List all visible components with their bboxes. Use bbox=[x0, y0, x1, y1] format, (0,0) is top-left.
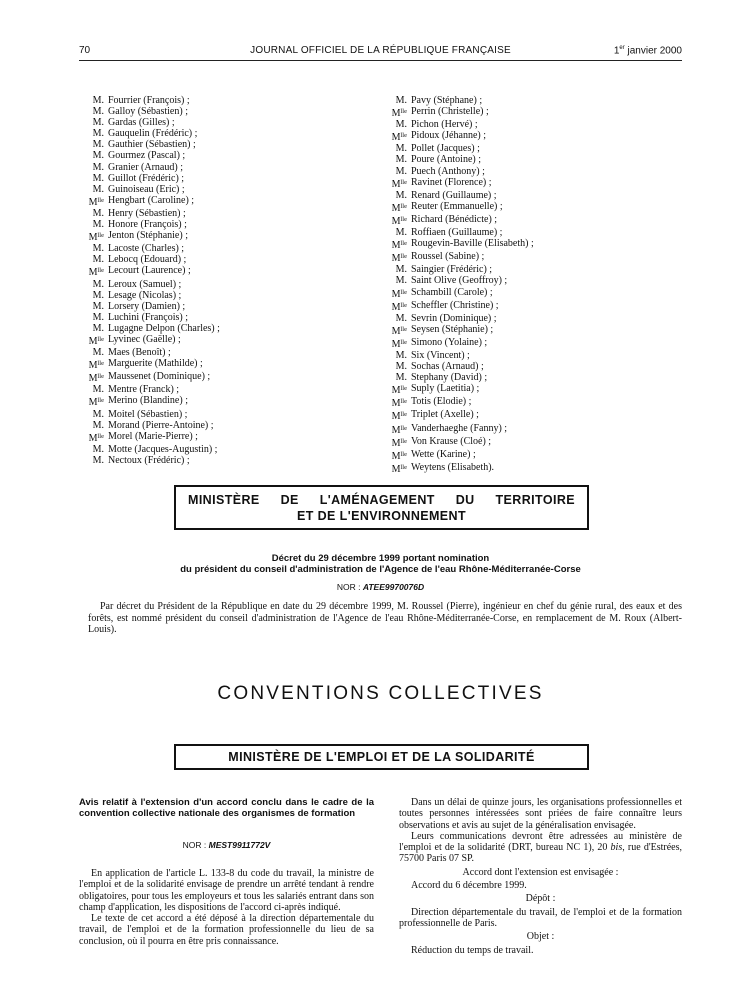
title-abbrev: M. bbox=[92, 128, 104, 140]
title-abbrev: M. bbox=[92, 219, 104, 231]
title-abbrev: M. bbox=[92, 172, 104, 184]
title-abbrev: M. bbox=[395, 227, 407, 239]
appointee-entry bbox=[383, 227, 534, 238]
appointee-name: Pavy (Stéphane) ; bbox=[411, 95, 483, 106]
appointee-name: Reuter (Emmanuelle) ; bbox=[411, 200, 503, 212]
appointee-entry bbox=[80, 279, 220, 290]
title-abbrev: M. bbox=[92, 278, 104, 290]
appointee-entry bbox=[80, 173, 220, 184]
title-abbrev: M. bbox=[92, 183, 104, 195]
header-rule bbox=[79, 60, 682, 61]
appointee-entry bbox=[383, 423, 534, 436]
title-abbrev: $M^{lle}$ bbox=[391, 437, 407, 449]
appointee-entry bbox=[383, 214, 534, 227]
appointee-entry bbox=[80, 208, 220, 219]
title-abbrev: $M^{lle}$ bbox=[88, 432, 104, 444]
title-abbrev: M. bbox=[92, 408, 104, 420]
appointee-name: Totis (Elodie) ; bbox=[411, 396, 472, 408]
appointee-name: Saint Olive (Geoffroy) ; bbox=[411, 275, 508, 287]
title-abbrev: M. bbox=[395, 165, 407, 177]
title-abbrev: $M^{lle}$ bbox=[391, 325, 407, 337]
title-abbrev: M. bbox=[395, 143, 407, 155]
appointee-entry bbox=[383, 238, 534, 251]
appointee-name: Vanderhaeghe (Fanny) ; bbox=[411, 422, 508, 434]
appointee-name: Gauthier (Sébastien) ; bbox=[108, 139, 196, 151]
appointee-entry bbox=[383, 449, 534, 462]
title-abbrev: M. bbox=[92, 106, 104, 118]
decree-title bbox=[79, 553, 682, 575]
appointee-name: Schambill (Carole) ; bbox=[411, 286, 493, 298]
title-abbrev: $M^{lle}$ bbox=[88, 373, 104, 385]
title-abbrev: M. bbox=[92, 117, 104, 129]
appointee-name: Triplet (Axelle) ; bbox=[411, 409, 479, 421]
ministry-heading-line1 bbox=[176, 492, 587, 508]
appointee-name: Renard (Guillaume) ; bbox=[411, 189, 497, 201]
appointee-name: Lecourt (Laurence) ; bbox=[108, 265, 191, 277]
title-abbrev: M. bbox=[92, 95, 104, 106]
appointee-name: Richard (Bénédicte) ; bbox=[411, 213, 498, 225]
appointee-entry bbox=[80, 323, 220, 334]
appointee-entry bbox=[383, 337, 534, 350]
appointee-list-left bbox=[80, 95, 220, 466]
title-abbrev: M. bbox=[92, 150, 104, 162]
appointee-entry bbox=[80, 230, 220, 243]
issue-date: 1er janvier 2000 bbox=[613, 45, 682, 57]
objet-value: Réduction du temps de travail. bbox=[411, 944, 534, 956]
appointee-name: Gourmez (Pascal) ; bbox=[108, 150, 186, 162]
appointee-name: Seysen (Stéphanie) ; bbox=[411, 323, 494, 335]
title-abbrev: $M^{lle}$ bbox=[391, 450, 407, 462]
appointee-entry bbox=[80, 347, 220, 358]
appointee-entry bbox=[383, 287, 534, 300]
depot-heading: Dépôt : bbox=[525, 893, 556, 905]
appointee-entry bbox=[383, 177, 534, 190]
title-abbrev: $M^{lle}$ bbox=[88, 196, 104, 208]
appointee-entry bbox=[80, 243, 220, 254]
appointee-entry bbox=[383, 95, 534, 106]
appointee-name: Morel (Marie-Pierre) ; bbox=[108, 430, 198, 442]
title-abbrev: M. bbox=[92, 347, 104, 359]
notice-paragraph: En application de l'article L. 133-8 du code du travail, la ministre de l'emploi et de la solidarité envisage de prendre un arrêté tendant à rendre obligatoires, pour tous les employeurs et tous les salariés entrant dans son champ d'application, les dispositions de l'accord ci-après indiqué. bbox=[79, 868, 374, 913]
title-abbrev: M. bbox=[395, 119, 407, 131]
appointee-entry bbox=[80, 162, 220, 173]
appointee-entry bbox=[80, 139, 220, 150]
ministry-heading-employment: MINISTÈRE DE L'EMPLOI ET DE LA SOLIDARITÉ bbox=[174, 744, 589, 770]
appointee-entry bbox=[80, 455, 220, 466]
appointee-name: Roussel (Sabine) ; bbox=[411, 251, 485, 263]
appointee-entry bbox=[383, 251, 534, 264]
appointee-entry bbox=[80, 420, 220, 431]
appointee-entry bbox=[80, 95, 220, 106]
notice-address-paragraph: Leurs communications devront être adressées au ministère de l'emploi et de la solidarité (DRT, bureau NC 1), 20 bis, rue d'Estrées, 75700 Paris 07 SP. bbox=[399, 830, 683, 865]
objet-heading: Objet : bbox=[526, 931, 555, 943]
title-abbrev: M. bbox=[92, 322, 104, 334]
title-abbrev: $M^{lle}$ bbox=[391, 463, 407, 475]
page-number: 70 bbox=[79, 45, 91, 56]
appointee-name: Weytens (Elisabeth). bbox=[411, 461, 495, 473]
title-abbrev: $M^{lle}$ bbox=[88, 360, 104, 372]
appointee-name: Six (Vincent) ; bbox=[411, 349, 470, 361]
appointee-name: Sevrin (Dominique) ; bbox=[411, 312, 497, 324]
title-abbrev: $M^{lle}$ bbox=[391, 424, 407, 436]
appointee-name: Lesage (Nicolas) ; bbox=[108, 289, 182, 301]
appointee-name: Henry (Sébastien) ; bbox=[108, 207, 186, 219]
appointee-name: Lorsery (Damien) ; bbox=[108, 300, 186, 312]
title-abbrev: M. bbox=[92, 443, 104, 455]
appointee-entry bbox=[80, 290, 220, 301]
depot-value: Direction départementale du travail, de l'emploi et de la formation professionnelle de Paris. bbox=[399, 906, 682, 929]
appointee-entry bbox=[383, 119, 534, 130]
appointee-entry bbox=[80, 334, 220, 347]
appointee-entry bbox=[383, 190, 534, 201]
appointee-entry bbox=[80, 301, 220, 312]
appointee-name: Maes (Benoît) ; bbox=[108, 347, 171, 359]
appointee-entry bbox=[383, 324, 534, 337]
appointee-name: Marguerite (Mathilde) ; bbox=[108, 358, 203, 370]
appointee-entry bbox=[80, 106, 220, 117]
appointee-entry bbox=[383, 201, 534, 214]
appointee-entry bbox=[80, 195, 220, 208]
appointee-name: Luchini (François) ; bbox=[108, 311, 188, 323]
decree-title-line2: du président du conseil d'administration de l'Agence de l'eau Rhône-Méditerranée-Corse bbox=[180, 564, 581, 575]
appointee-name: Gauquelin (Frédéric) ; bbox=[108, 128, 198, 140]
appointee-name: Stephany (David) ; bbox=[411, 372, 488, 384]
title-abbrev: $M^{lle}$ bbox=[391, 301, 407, 313]
appointee-name: Scheffler (Christine) ; bbox=[411, 299, 499, 311]
appointee-entry bbox=[383, 166, 534, 177]
appointee-entry bbox=[383, 396, 534, 409]
title-abbrev: $M^{lle}$ bbox=[88, 232, 104, 244]
title-abbrev: $M^{lle}$ bbox=[391, 338, 407, 350]
appointee-name: Nectoux (Frédéric) ; bbox=[108, 454, 190, 466]
appointee-entry bbox=[80, 371, 220, 384]
title-abbrev: $M^{lle}$ bbox=[88, 267, 104, 279]
appointee-name: Maussenet (Dominique) ; bbox=[108, 371, 211, 383]
title-abbrev: $M^{lle}$ bbox=[88, 335, 104, 347]
appointee-entry bbox=[383, 383, 534, 396]
title-abbrev: $M^{lle}$ bbox=[391, 132, 407, 144]
appointee-name: Saingier (Frédéric) ; bbox=[411, 264, 493, 276]
ministry-heading-line2: ET DE L'ENVIRONNEMENT bbox=[296, 509, 467, 523]
title-abbrev: $M^{lle}$ bbox=[391, 411, 407, 423]
title-abbrev: M. bbox=[92, 454, 104, 466]
title-abbrev: M. bbox=[395, 312, 407, 324]
decree-body: Par décret du Président de la République en date du 29 décembre 1999, M. Roussel (Pierre), ingénieur en chef du génie rural, des eaux et des forêts, est nommé président du conseil d'administration de l'Agence de l'eau Rhône-Méditerranée-Corse, en remplacement de M. Roux (Albert-Louis). bbox=[88, 601, 682, 636]
title-abbrev: M. bbox=[92, 161, 104, 173]
appointee-entry bbox=[80, 184, 220, 195]
title-abbrev: M. bbox=[92, 311, 104, 323]
decree-nor: NOR : ATEE9970076D bbox=[336, 582, 425, 592]
appointee-name: Wette (Karine) ; bbox=[411, 448, 476, 460]
appointee-name: Galloy (Sébastien) ; bbox=[108, 106, 188, 118]
title-abbrev: $M^{lle}$ bbox=[391, 108, 407, 120]
title-abbrev: $M^{lle}$ bbox=[391, 288, 407, 300]
appointee-entry bbox=[383, 154, 534, 165]
appointee-entry bbox=[80, 219, 220, 230]
title-abbrev: $M^{lle}$ bbox=[391, 253, 407, 265]
title-abbrev: M. bbox=[395, 372, 407, 384]
appointee-name: Jenton (Stéphanie) ; bbox=[108, 230, 188, 242]
title-abbrev: M. bbox=[92, 207, 104, 219]
title-abbrev: $M^{lle}$ bbox=[391, 202, 407, 214]
accord-value: Accord du 6 décembre 1999. bbox=[411, 880, 527, 892]
appointee-entry bbox=[383, 300, 534, 313]
appointee-list-right bbox=[383, 95, 534, 475]
appointee-name: Lebocq (Edouard) ; bbox=[108, 254, 187, 266]
title-abbrev: M. bbox=[395, 275, 407, 287]
appointee-name: Lacoste (Charles) ; bbox=[108, 243, 185, 255]
appointee-name: Motte (Jacques-Augustin) ; bbox=[108, 443, 218, 455]
appointee-entry bbox=[383, 372, 534, 383]
appointee-name: Lyvinec (Gaëlle) ; bbox=[108, 333, 181, 345]
appointee-entry bbox=[80, 150, 220, 161]
appointee-name: Morand (Pierre-Antoine) ; bbox=[108, 419, 214, 431]
title-abbrev: $M^{lle}$ bbox=[391, 178, 407, 190]
appointee-name: Honore (François) ; bbox=[108, 219, 187, 231]
title-abbrev: M. bbox=[92, 419, 104, 431]
appointee-name: Merino (Blandine) ; bbox=[108, 395, 188, 407]
appointee-name: Gardas (Gilles) ; bbox=[108, 117, 175, 129]
journal-title: JOURNAL OFFICIEL DE LA RÉPUBLIQUE FRANÇAISE bbox=[250, 45, 511, 56]
title-abbrev: M. bbox=[92, 289, 104, 301]
title-abbrev: M. bbox=[395, 154, 407, 166]
appointee-name: Sochas (Arnaud) ; bbox=[411, 361, 484, 373]
appointee-entry bbox=[383, 462, 534, 475]
title-abbrev: $M^{lle}$ bbox=[88, 397, 104, 409]
title-abbrev: $M^{lle}$ bbox=[391, 240, 407, 252]
appointee-entry bbox=[80, 384, 220, 395]
page-header bbox=[79, 45, 682, 59]
accord-heading: Accord dont l'extension est envisagée : bbox=[462, 866, 619, 878]
appointee-entry bbox=[383, 436, 534, 449]
ministry-heading-word: DU bbox=[455, 493, 475, 507]
appointee-entry bbox=[383, 106, 534, 119]
appointee-entry bbox=[383, 350, 534, 361]
notice-left-column bbox=[79, 868, 374, 947]
appointee-name: Moitel (Sébastien) ; bbox=[108, 408, 188, 420]
appointee-name: Simono (Yolaine) ; bbox=[411, 336, 488, 348]
appointee-entry bbox=[80, 431, 220, 444]
appointee-entry bbox=[80, 265, 220, 278]
title-abbrev: M. bbox=[395, 95, 407, 106]
appointee-name: Von Krause (Cloé) ; bbox=[411, 435, 492, 447]
appointee-entry bbox=[80, 395, 220, 408]
appointee-name: Hengbart (Caroline) ; bbox=[108, 194, 195, 206]
title-abbrev: M. bbox=[92, 243, 104, 255]
title-abbrev: M. bbox=[395, 349, 407, 361]
appointee-name: Pichon (Hervé) ; bbox=[411, 119, 478, 131]
appointee-name: Pidoux (Jéhanne) ; bbox=[411, 130, 486, 142]
title-abbrev: $M^{lle}$ bbox=[391, 398, 407, 410]
title-abbrev: M. bbox=[92, 254, 104, 266]
title-abbrev: M. bbox=[92, 384, 104, 396]
appointee-entry bbox=[80, 312, 220, 323]
ministry-heading-word: TERRITOIRE bbox=[495, 493, 575, 507]
notice-nor: NOR : MESТ9911772V bbox=[182, 840, 271, 850]
title-abbrev: M. bbox=[395, 189, 407, 201]
appointee-name: Guinoiseau (Eric) ; bbox=[108, 183, 185, 195]
ministry-heading-word: L'AMÉNAGEMENT bbox=[319, 493, 435, 507]
ministry-heading-environment bbox=[174, 485, 589, 530]
appointee-entry bbox=[383, 275, 534, 286]
appointee-entry bbox=[383, 143, 534, 154]
notice-title: Avis relatif à l'extension d'un accord conclu dans le cadre de la convention collective nationale des organismes de formation bbox=[79, 797, 374, 819]
appointee-entry bbox=[80, 117, 220, 128]
title-abbrev: $M^{lle}$ bbox=[391, 385, 407, 397]
ministry-heading-word: DE bbox=[280, 493, 299, 507]
appointee-name: Rougevin-Baville (Elisabeth) ; bbox=[411, 238, 534, 250]
appointee-entry bbox=[80, 254, 220, 265]
appointee-entry bbox=[383, 130, 534, 143]
appointee-name: Mentre (Franck) ; bbox=[108, 384, 180, 396]
title-abbrev: M. bbox=[395, 264, 407, 276]
appointee-name: Granier (Arnaud) ; bbox=[108, 161, 183, 173]
appointee-entry bbox=[383, 361, 534, 372]
appointee-entry bbox=[80, 444, 220, 455]
appointee-name: Perrin (Christelle) ; bbox=[411, 106, 489, 118]
appointee-name: Ravinet (Florence) ; bbox=[411, 176, 492, 188]
title-abbrev: $M^{lle}$ bbox=[391, 215, 407, 227]
title-abbrev: M. bbox=[92, 300, 104, 312]
appointee-name: Guillot (Frédéric) ; bbox=[108, 172, 185, 184]
appointee-name: Poure (Antoine) ; bbox=[411, 154, 481, 166]
appointee-entry bbox=[80, 128, 220, 139]
appointee-name: Puech (Anthony) ; bbox=[411, 165, 485, 177]
decree-title-line1: Décret du 29 décembre 1999 portant nomination bbox=[271, 553, 490, 564]
notice-paragraph: Le texte de cet accord a été déposé à la direction départementale du travail, de l'emploi et de la formation professionnelle du lieu de sa conclusion, où il pourra en être pris connaissance. bbox=[79, 913, 374, 947]
appointee-name: Leroux (Samuel) ; bbox=[108, 278, 182, 290]
appointee-entry bbox=[383, 264, 534, 275]
appointee-name: Fourrier (François) ; bbox=[108, 95, 190, 106]
notice-right-column bbox=[399, 797, 682, 956]
appointee-entry bbox=[80, 358, 220, 371]
title-abbrev: M. bbox=[92, 139, 104, 151]
appointee-name: Suply (Laetitia) ; bbox=[411, 383, 480, 395]
appointee-entry bbox=[383, 313, 534, 324]
appointee-name: Roffiaen (Guillaume) ; bbox=[411, 227, 503, 239]
appointee-name: Lugagne Delpon (Charles) ; bbox=[108, 322, 220, 334]
notice-delay-paragraph: Dans un délai de quinze jours, les organisations professionnelles et toutes personnes intéressées sont priées de faire connaître leurs observations et avis au sujet de la généralisation envisagée. bbox=[399, 797, 682, 831]
ministry-heading-word: MINISTÈRE bbox=[188, 493, 260, 507]
appointee-name: Pollet (Jacques) ; bbox=[411, 143, 480, 155]
section-title: CONVENTIONS COLLECTIVES bbox=[217, 683, 544, 704]
appointee-entry bbox=[383, 409, 534, 422]
title-abbrev: M. bbox=[395, 361, 407, 373]
appointee-entry bbox=[80, 409, 220, 420]
